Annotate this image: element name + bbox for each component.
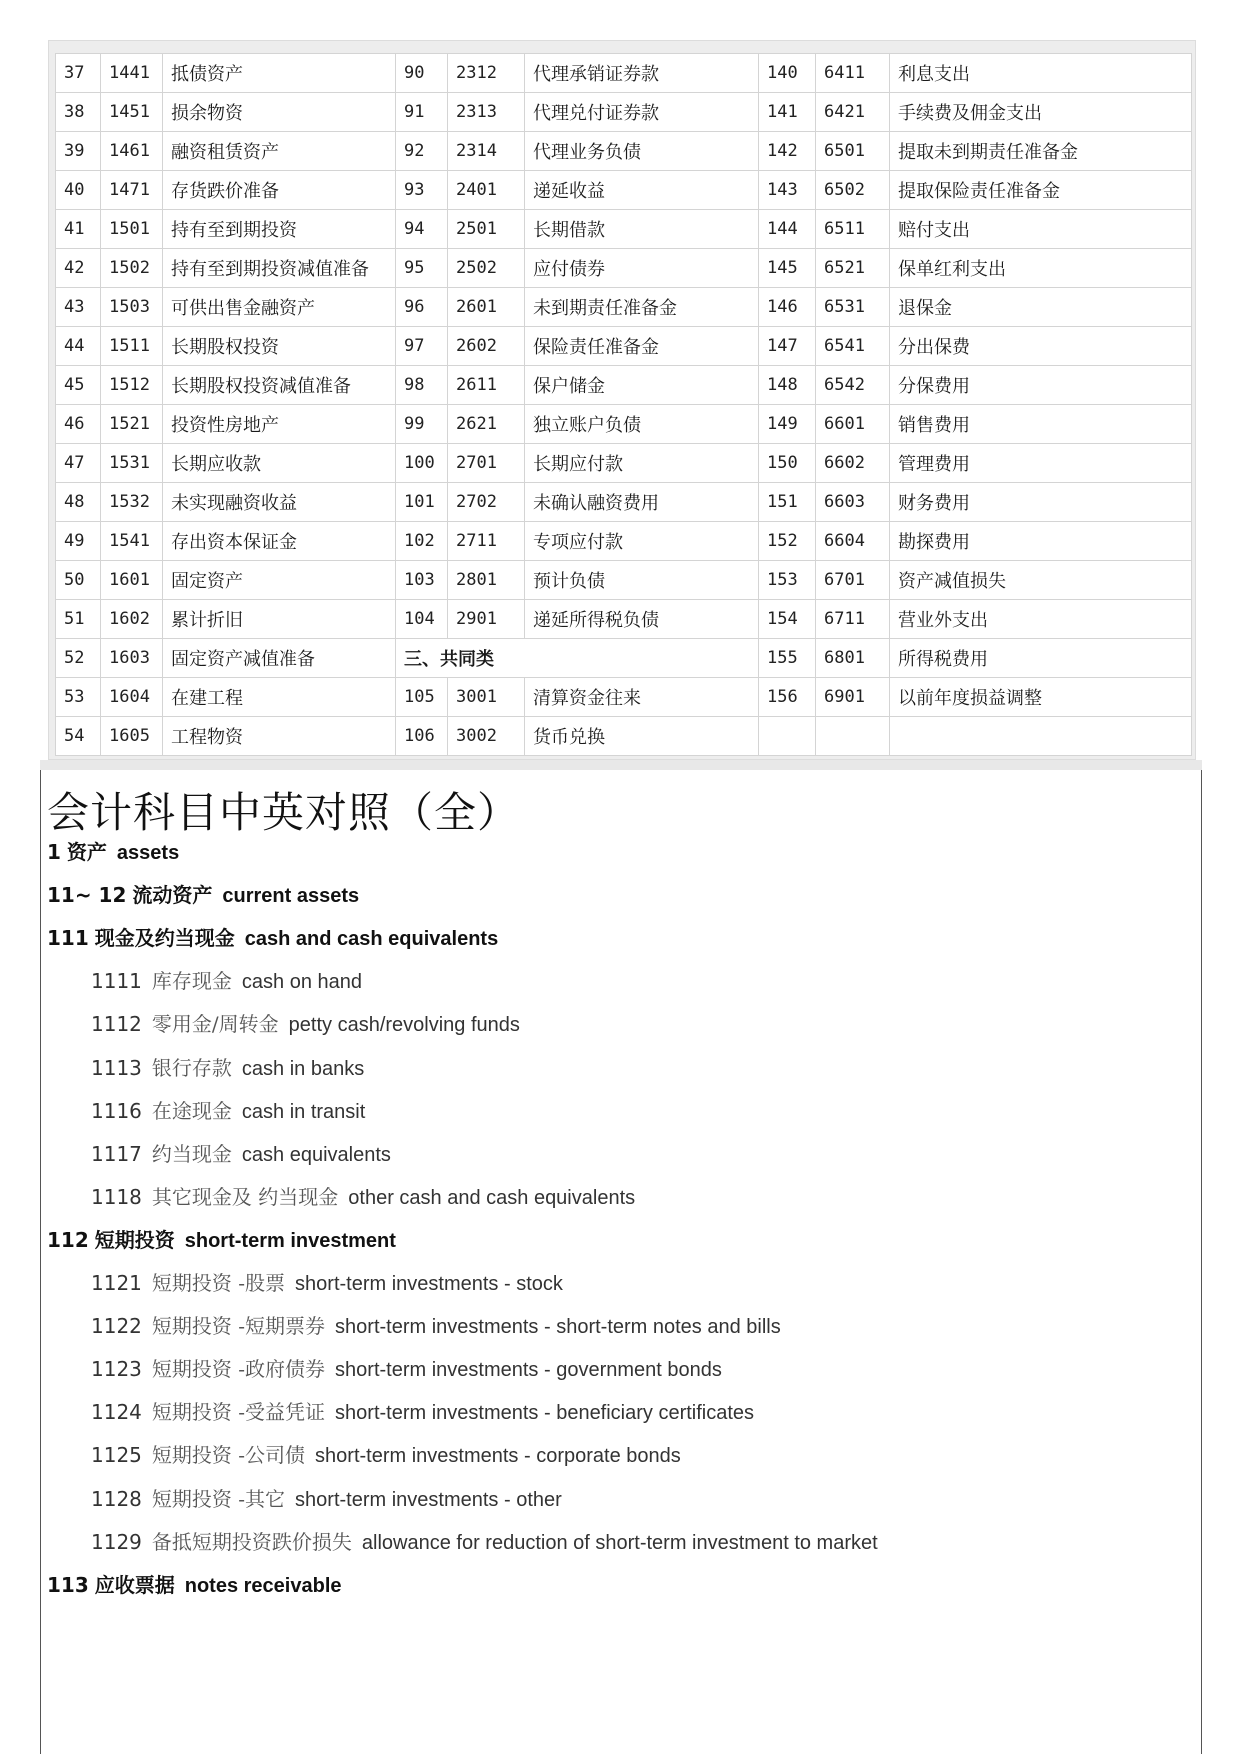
cell-code: 6511 (816, 210, 890, 249)
cell-num: 53 (56, 678, 101, 717)
account-entry (47, 881, 359, 910)
section-header-cell: 三、共同类 (396, 639, 759, 678)
cell-name: 预计负债 (525, 561, 759, 600)
entry-chinese-name: 库存现金 (151, 969, 232, 993)
cell-name: 损余物资 (163, 93, 396, 132)
cell-code: 1441 (101, 54, 163, 93)
cell-num: 51 (56, 600, 101, 639)
cell-code: 6711 (816, 600, 890, 639)
cell-code: 6542 (816, 366, 890, 405)
cell-name: 抵债资产 (163, 54, 396, 93)
cell-num: 97 (396, 327, 448, 366)
entry-code: 11~ 12 (47, 883, 127, 907)
cell-num: 146 (759, 288, 816, 327)
entry-code: 1125 (91, 1443, 142, 1467)
cell-num: 153 (759, 561, 816, 600)
account-entry (91, 1183, 635, 1212)
cell-num: 100 (396, 444, 448, 483)
cell-num: 152 (759, 522, 816, 561)
cell-name: 长期借款 (525, 210, 759, 249)
entry-chinese-name: 短期投资 -受益凭证 (151, 1400, 326, 1424)
cell-name: 资产减值损失 (890, 561, 1192, 600)
cell-name: 存货跌价准备 (163, 171, 396, 210)
entry-english-name: short-term investments - stock (295, 1273, 563, 1295)
cell-name: 退保金 (890, 288, 1192, 327)
cell-name: 货币兑换 (525, 717, 759, 756)
cell-code: 1501 (101, 210, 163, 249)
cell-num (759, 717, 816, 756)
account-entry (47, 838, 179, 867)
cell-code: 1541 (101, 522, 163, 561)
table-row (56, 171, 1192, 210)
table-row (56, 288, 1192, 327)
account-entry (91, 1355, 722, 1384)
entry-code: 1129 (91, 1530, 142, 1554)
entry-chinese-name: 短期投资 -短期票券 (151, 1314, 326, 1338)
cell-name: 长期应收款 (163, 444, 396, 483)
cell-code: 1471 (101, 171, 163, 210)
table-row (56, 678, 1192, 717)
entry-code: 1123 (91, 1357, 142, 1381)
entry-chinese-name: 流动资产 (132, 883, 213, 907)
cell-name: 持有至到期投资减值准备 (163, 249, 396, 288)
cell-code: 6501 (816, 132, 890, 171)
cell-code: 3001 (448, 678, 525, 717)
account-entry (91, 1528, 878, 1557)
cell-code: 6411 (816, 54, 890, 93)
account-entry (47, 1226, 396, 1255)
account-entry (47, 1571, 342, 1600)
table-row (56, 522, 1192, 561)
entry-code: 113 (47, 1573, 89, 1597)
cell-name: 长期应付款 (525, 444, 759, 483)
cell-code: 1521 (101, 405, 163, 444)
entry-code: 1121 (91, 1271, 142, 1295)
cell-num: 149 (759, 405, 816, 444)
cell-name: 分出保费 (890, 327, 1192, 366)
entry-chinese-name: 现金及约当现金 (94, 926, 235, 950)
entry-english-name: petty cash/revolving funds (288, 1014, 520, 1036)
cell-num: 102 (396, 522, 448, 561)
cell-name: 递延所得税负债 (525, 600, 759, 639)
cell-num: 150 (759, 444, 816, 483)
cell-name: 可供出售金融资产 (163, 288, 396, 327)
cell-code: 6541 (816, 327, 890, 366)
cell-num: 144 (759, 210, 816, 249)
cell-code: 6901 (816, 678, 890, 717)
cell-code: 6604 (816, 522, 890, 561)
table-row (56, 483, 1192, 522)
cell-num: 99 (396, 405, 448, 444)
cell-code: 1531 (101, 444, 163, 483)
cell-num: 104 (396, 600, 448, 639)
table-row (56, 405, 1192, 444)
cell-name: 专项应付款 (525, 522, 759, 561)
account-entry (91, 1312, 781, 1341)
entry-english-name: short-term investments - other (295, 1489, 562, 1511)
entry-chinese-name: 短期投资 -其它 (151, 1487, 286, 1511)
cell-name: 累计折旧 (163, 600, 396, 639)
table-row (56, 249, 1192, 288)
cell-name: 固定资产减值准备 (163, 639, 396, 678)
cell-code: 2711 (448, 522, 525, 561)
entry-english-name: assets (116, 842, 180, 864)
entry-chinese-name: 短期投资 -公司债 (151, 1443, 306, 1467)
cell-code: 2602 (448, 327, 525, 366)
cell-num: 143 (759, 171, 816, 210)
cell-code: 1602 (101, 600, 163, 639)
entry-chinese-name: 短期投资 -政府债券 (151, 1357, 326, 1381)
cell-name: 在建工程 (163, 678, 396, 717)
table-row (56, 54, 1192, 93)
page-title: 会计科目中英对照（全） (47, 788, 521, 837)
entry-code: 1 (47, 840, 61, 864)
entry-chinese-name: 短期投资 -股票 (151, 1271, 286, 1295)
cell-code: 1512 (101, 366, 163, 405)
cell-num: 44 (56, 327, 101, 366)
cell-code: 1532 (101, 483, 163, 522)
cell-num: 94 (396, 210, 448, 249)
cell-code: 1605 (101, 717, 163, 756)
entry-code: 1112 (91, 1012, 142, 1036)
cell-code: 2611 (448, 366, 525, 405)
cell-name: 营业外支出 (890, 600, 1192, 639)
entry-chinese-name: 资产 (66, 840, 107, 864)
cell-num: 145 (759, 249, 816, 288)
entry-code: 1116 (91, 1099, 142, 1123)
cell-num: 148 (759, 366, 816, 405)
cell-code: 1604 (101, 678, 163, 717)
entry-code: 1117 (91, 1142, 142, 1166)
entry-english-name: other cash and cash equivalents (348, 1187, 636, 1209)
entry-code: 111 (47, 926, 89, 950)
account-entry (91, 1441, 681, 1470)
table-row (56, 366, 1192, 405)
account-entry (91, 1269, 563, 1298)
entry-code: 112 (47, 1228, 89, 1252)
cell-num: 93 (396, 171, 448, 210)
cell-code: 2401 (448, 171, 525, 210)
cell-num: 37 (56, 54, 101, 93)
cell-num: 140 (759, 54, 816, 93)
cell-code: 6521 (816, 249, 890, 288)
entry-english-name: cash and cash equivalents (244, 928, 499, 950)
cell-name: 保户储金 (525, 366, 759, 405)
account-entry (91, 967, 362, 996)
cell-num: 95 (396, 249, 448, 288)
cell-name: 手续费及佣金支出 (890, 93, 1192, 132)
entry-english-name: short-term investments - beneficiary certificates (335, 1402, 755, 1424)
cell-code: 1503 (101, 288, 163, 327)
cell-code: 2313 (448, 93, 525, 132)
account-entry (91, 1140, 391, 1169)
entry-english-name: cash on hand (241, 971, 363, 993)
cell-num: 41 (56, 210, 101, 249)
entry-chinese-name: 零用金/周转金 (151, 1012, 279, 1036)
entry-chinese-name: 短期投资 (94, 1228, 175, 1252)
entry-code: 1118 (91, 1185, 142, 1209)
cell-num: 91 (396, 93, 448, 132)
entry-code: 1128 (91, 1487, 142, 1511)
cell-code: 6502 (816, 171, 890, 210)
cell-name: 保单红利支出 (890, 249, 1192, 288)
table-row (56, 639, 1192, 678)
cell-code: 2702 (448, 483, 525, 522)
cell-name: 勘探费用 (890, 522, 1192, 561)
cell-num: 47 (56, 444, 101, 483)
account-entry (91, 1097, 365, 1126)
cell-name: 利息支出 (890, 54, 1192, 93)
account-entry (91, 1398, 754, 1427)
cell-num: 103 (396, 561, 448, 600)
cell-name: 未到期责任准备金 (525, 288, 759, 327)
cell-num: 43 (56, 288, 101, 327)
cell-name: 递延收益 (525, 171, 759, 210)
cell-num: 154 (759, 600, 816, 639)
cell-name: 赔付支出 (890, 210, 1192, 249)
entry-english-name: short-term investment (184, 1230, 396, 1252)
cell-name: 管理费用 (890, 444, 1192, 483)
cell-num: 101 (396, 483, 448, 522)
cell-code: 6601 (816, 405, 890, 444)
entry-english-name: notes receivable (184, 1575, 342, 1597)
cell-name: 固定资产 (163, 561, 396, 600)
cell-num: 39 (56, 132, 101, 171)
cell-name: 提取未到期责任准备金 (890, 132, 1192, 171)
cell-num: 106 (396, 717, 448, 756)
cell-name: 代理业务负债 (525, 132, 759, 171)
cell-name: 长期股权投资 (163, 327, 396, 366)
table-row (56, 717, 1192, 756)
entry-chinese-name: 备抵短期投资跌价损失 (151, 1530, 352, 1554)
cell-code: 6531 (816, 288, 890, 327)
cell-code: 2501 (448, 210, 525, 249)
cell-num: 46 (56, 405, 101, 444)
cell-num: 92 (396, 132, 448, 171)
entry-english-name: short-term investments - corporate bonds (315, 1445, 681, 1467)
cell-name: 清算资金往来 (525, 678, 759, 717)
cell-num: 38 (56, 93, 101, 132)
cell-code: 6421 (816, 93, 890, 132)
cell-num: 42 (56, 249, 101, 288)
cell-name: 工程物资 (163, 717, 396, 756)
cell-name: 未确认融资费用 (525, 483, 759, 522)
account-table-image (48, 40, 1196, 760)
account-entry (91, 1054, 364, 1083)
cell-num: 45 (56, 366, 101, 405)
entry-english-name: cash in transit (241, 1101, 366, 1123)
cell-name: 代理承销证券款 (525, 54, 759, 93)
entry-chinese-name: 银行存款 (151, 1056, 232, 1080)
cell-code: 3002 (448, 717, 525, 756)
document-page (40, 770, 1202, 1754)
account-entry (91, 1010, 520, 1039)
cell-num: 90 (396, 54, 448, 93)
cell-name: 分保费用 (890, 366, 1192, 405)
cell-name: 独立账户负债 (525, 405, 759, 444)
entry-english-name: short-term investments - government bonds (335, 1359, 722, 1381)
cell-name: 销售费用 (890, 405, 1192, 444)
cell-code: 1511 (101, 327, 163, 366)
cell-num: 141 (759, 93, 816, 132)
cell-name: 未实现融资收益 (163, 483, 396, 522)
cell-num: 49 (56, 522, 101, 561)
cell-num: 40 (56, 171, 101, 210)
cell-num: 98 (396, 366, 448, 405)
cell-num: 52 (56, 639, 101, 678)
table-row (56, 210, 1192, 249)
entry-chinese-name: 在途现金 (151, 1099, 232, 1123)
account-code-table (55, 53, 1192, 756)
cell-num: 155 (759, 639, 816, 678)
cell-name: 财务费用 (890, 483, 1192, 522)
cell-code: 2502 (448, 249, 525, 288)
table-row (56, 561, 1192, 600)
table-row (56, 132, 1192, 171)
table-row (56, 93, 1192, 132)
entry-chinese-name: 应收票据 (94, 1573, 175, 1597)
entry-chinese-name: 其它现金及 约当现金 (151, 1185, 339, 1209)
entry-chinese-name: 约当现金 (151, 1142, 232, 1166)
cell-name: 融资租赁资产 (163, 132, 396, 171)
cell-name: 持有至到期投资 (163, 210, 396, 249)
entry-code: 1111 (91, 969, 142, 993)
entry-code: 1113 (91, 1056, 142, 1080)
cell-code: 2621 (448, 405, 525, 444)
cell-code: 1451 (101, 93, 163, 132)
cell-code (816, 717, 890, 756)
cell-name: 以前年度损益调整 (890, 678, 1192, 717)
cell-name: 投资性房地产 (163, 405, 396, 444)
entry-code: 1124 (91, 1400, 142, 1424)
cell-name: 应付债券 (525, 249, 759, 288)
table-row (56, 327, 1192, 366)
document-top-bar (40, 760, 1202, 770)
cell-num: 147 (759, 327, 816, 366)
cell-name: 所得税费用 (890, 639, 1192, 678)
cell-name (890, 717, 1192, 756)
account-entry (47, 924, 498, 953)
cell-code: 2701 (448, 444, 525, 483)
table-row (56, 600, 1192, 639)
cell-num: 105 (396, 678, 448, 717)
table-row (56, 444, 1192, 483)
cell-num: 48 (56, 483, 101, 522)
cell-name: 保险责任准备金 (525, 327, 759, 366)
entry-english-name: cash equivalents (241, 1144, 391, 1166)
cell-code: 6603 (816, 483, 890, 522)
entry-english-name: short-term investments - short-term notes and bills (335, 1316, 781, 1338)
entry-code: 1122 (91, 1314, 142, 1338)
entry-english-name: allowance for reduction of short-term investment to market (361, 1532, 878, 1554)
cell-code: 2801 (448, 561, 525, 600)
entry-english-name: current assets (222, 885, 360, 907)
cell-num: 151 (759, 483, 816, 522)
cell-code: 1461 (101, 132, 163, 171)
cell-name: 存出资本保证金 (163, 522, 396, 561)
cell-num: 96 (396, 288, 448, 327)
cell-num: 156 (759, 678, 816, 717)
cell-code: 6701 (816, 561, 890, 600)
cell-code: 1601 (101, 561, 163, 600)
cell-name: 代理兑付证券款 (525, 93, 759, 132)
cell-code: 2601 (448, 288, 525, 327)
cell-code: 6602 (816, 444, 890, 483)
entry-english-name: cash in banks (241, 1058, 365, 1080)
cell-code: 1502 (101, 249, 163, 288)
cell-code: 1603 (101, 639, 163, 678)
cell-name: 提取保险责任准备金 (890, 171, 1192, 210)
cell-code: 2901 (448, 600, 525, 639)
cell-num: 50 (56, 561, 101, 600)
cell-num: 142 (759, 132, 816, 171)
cell-code: 2314 (448, 132, 525, 171)
cell-num: 54 (56, 717, 101, 756)
cell-code: 6801 (816, 639, 890, 678)
cell-code: 2312 (448, 54, 525, 93)
cell-name: 长期股权投资减值准备 (163, 366, 396, 405)
account-entry (91, 1485, 562, 1514)
